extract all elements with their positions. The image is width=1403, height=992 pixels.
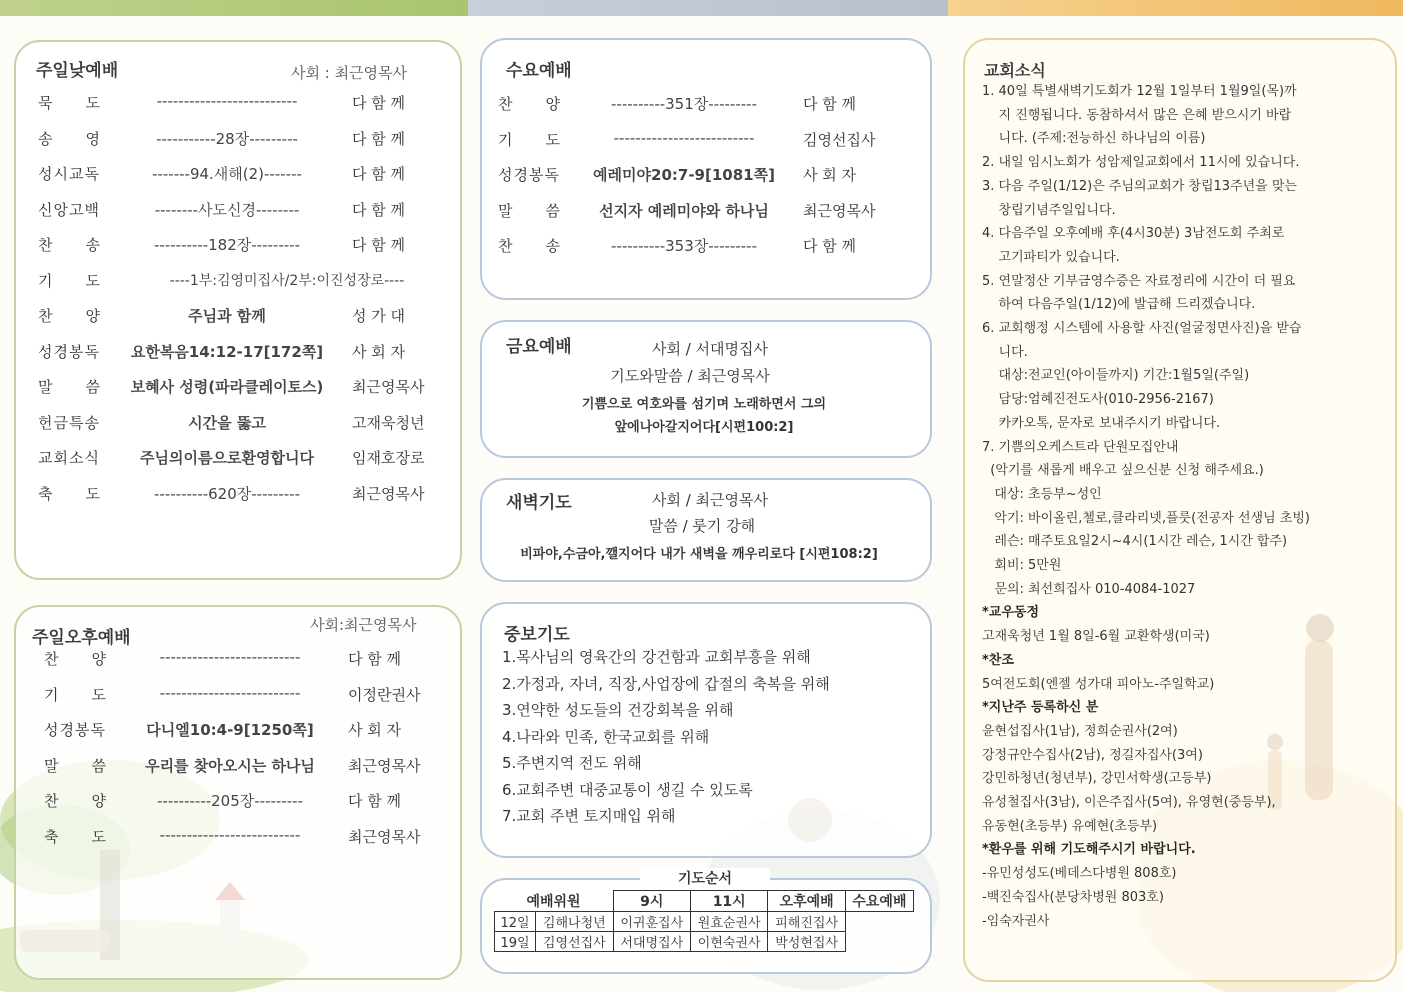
roster-cell: 박성현집사 xyxy=(768,932,845,952)
program-row xyxy=(38,270,452,294)
news-line: 대상: 초등부~성인 xyxy=(982,486,1102,502)
program-row xyxy=(38,92,452,116)
program-person: 임재호장로 xyxy=(352,449,425,467)
program-person: 다 함 께 xyxy=(803,237,857,255)
program-row xyxy=(498,200,903,224)
friday-leader: 사회 / 서대명집사 xyxy=(651,340,769,358)
program-person: 사 회 자 xyxy=(803,166,857,184)
program-row xyxy=(38,412,452,436)
program-row xyxy=(44,719,448,743)
intercession-title: 중보기도 xyxy=(504,625,570,645)
program-label: 교회소식 xyxy=(38,449,100,467)
wednesday-title: 수요예배 xyxy=(506,61,572,81)
top-band-blue xyxy=(468,0,948,16)
program-person: 이정란권사 xyxy=(348,685,421,704)
program-label: 찬 양 xyxy=(44,792,107,810)
roster-header-cell: 오후예배 xyxy=(768,891,845,912)
program-detail: -------------------------- xyxy=(156,92,298,110)
program-person: 사 회 자 xyxy=(348,721,402,739)
sunday-afternoon-title: 주일오후예배 xyxy=(32,628,131,648)
roster-header-cell: 수요예배 xyxy=(845,891,913,912)
news-line: 니다. (주제:전능하신 하나님의 이름) xyxy=(982,131,1206,147)
roster-cell: 피해진집사 xyxy=(768,912,845,932)
program-row xyxy=(38,163,452,187)
program-label: 헌금특송 xyxy=(38,413,100,432)
program-label: 신앙고백 xyxy=(38,200,100,219)
sunday-morning-leader: 사회 : 최근영목사 xyxy=(291,64,408,82)
roster-header-row xyxy=(495,891,914,912)
news-line: 레슨: 매주토요일2시~4시(1시간 레슨, 1시간 합주) xyxy=(982,534,1288,550)
news-line: 7. 기쁨의오케스트라 단원모집안내 xyxy=(982,439,1179,455)
news-line: (악기를 새롭게 배우고 싶으신분 신청 해주세요.) xyxy=(982,463,1264,479)
dawn-verse: 비파야,수금아,깰지어다 내가 새벽을 깨우리로다 [시편108:2] xyxy=(520,547,878,562)
sunday-afternoon-leader: 사회:최근영목사 xyxy=(310,616,417,634)
program-detail: 우리를 찾아오시는 하나님 xyxy=(145,756,315,775)
news-line: 대상:전교인(아이들까지) 기간:1월5일(주일) xyxy=(982,368,1250,384)
program-row xyxy=(498,129,903,153)
news-line: 1. 40일 특별새벽기도회가 12월 1일부터 1월9일(목)까 xyxy=(982,84,1297,99)
news-section-head: *찬조 xyxy=(982,652,1014,668)
program-label: 성경봉독 xyxy=(38,342,100,361)
news-section-head: *교우동정 xyxy=(982,605,1040,621)
news-line: 고기파티가 있습니다. xyxy=(982,249,1120,265)
program-detail: -------94.새해(2)------- xyxy=(152,165,302,183)
program-person: 최근영목사 xyxy=(352,484,425,503)
program-label: 말 씀 xyxy=(498,201,561,220)
program-person: 성 가 대 xyxy=(352,307,406,325)
program-label: 찬 양 xyxy=(38,307,101,325)
roster-cell: 김영선집사 xyxy=(536,932,613,952)
roster-header-cell: 9시 xyxy=(613,891,690,912)
news-line: 니다. xyxy=(982,344,1028,360)
program-detail: ----------205장--------- xyxy=(157,792,303,810)
news-section-head: *환우를 위해 기도해주시기 바랍니다. xyxy=(982,842,1196,858)
program-detail: 시간을 뚫고 xyxy=(188,413,266,432)
news-section-head: *지난주 등록하신 분 xyxy=(982,700,1099,716)
news-line: 지 진행됩니다. 동참하셔서 많은 은혜 받으시기 바랍 xyxy=(982,107,1292,123)
program-person: 김영선집사 xyxy=(803,130,876,149)
program-person: 다 함 께 xyxy=(803,95,857,113)
program-person: 최근영목사 xyxy=(352,378,425,396)
news-line: 2. 내일 임시노회가 성암제일교회에서 11시에 있습니다. xyxy=(982,155,1300,171)
program-detail: 예레미야20:7-9[1081쪽] xyxy=(593,166,775,184)
roster-header-cell: 예배위원 xyxy=(495,891,614,912)
intercession-item: 1.목사님의 영육간의 강건함과 교회부흥을 위해 xyxy=(502,648,811,666)
friday-title: 금요예배 xyxy=(506,337,572,357)
news-section-line: -백진숙집사(분당차병원 803호) xyxy=(982,889,1164,905)
program-detail: -------------------------- xyxy=(159,683,301,702)
program-row xyxy=(38,199,452,223)
program-detail: ----------620장--------- xyxy=(154,484,300,503)
news-section-line: 윤현섭집사(1남), 정희순권사(2여) xyxy=(982,723,1178,739)
program-label: 기 도 xyxy=(44,685,107,704)
roster-cell: 이현숙권사 xyxy=(690,932,767,952)
program-label: 성경봉독 xyxy=(498,166,560,184)
news-line: 담당:엄혜진전도사(010-2956-2167) xyxy=(982,392,1214,408)
program-row xyxy=(498,93,903,117)
dawn-leader: 사회 / 최근영목사 xyxy=(651,491,769,509)
news-section-line: -유민성성도(베데스다병원 808호) xyxy=(982,866,1177,882)
program-detail: -------------------------- xyxy=(159,825,301,844)
program-label: 찬 송 xyxy=(498,237,561,255)
program-person: 다 함 께 xyxy=(348,650,402,668)
news-line: 4. 다음주일 오후예배 후(4시30분) 3남전도회 주최로 xyxy=(982,226,1285,242)
news-line: 6. 교회행정 시스템에 사용할 사진(얼굴정면사진)을 받습 xyxy=(982,321,1302,336)
friday-sermon: 기도와말씀 / 최근영목사 xyxy=(610,367,770,385)
program-label: 말 씀 xyxy=(38,378,101,396)
program-label: 기 도 xyxy=(38,271,101,290)
roster-cell: 이귀훈집사 xyxy=(613,912,690,932)
program-person: 다 함 께 xyxy=(352,129,406,148)
news-line: 회비: 5만원 xyxy=(982,558,1062,573)
program-label: 찬 양 xyxy=(498,95,561,113)
program-person: 다 함 께 xyxy=(352,94,406,112)
program-row xyxy=(38,483,452,507)
dawn-sermon: 말씀 / 룻기 강해 xyxy=(648,517,756,535)
program-label: 성시교독 xyxy=(38,165,100,183)
program-detail: ----------182장--------- xyxy=(154,236,300,254)
roster-date: 12일 xyxy=(495,912,536,932)
program-row xyxy=(38,376,452,400)
program-label: 찬 양 xyxy=(44,650,107,668)
program-person: 사 회 자 xyxy=(352,342,406,361)
program-detail: 주님과 함께 xyxy=(188,307,266,325)
friday-verse-2: 앞에나아갈지어다[시편100:2] xyxy=(614,420,794,435)
news-line: 악기: 바이올린,첼로,클라리넷,플룻(전공자 선생님 초빙) xyxy=(982,510,1310,526)
friday-verse-1: 기쁨으로 여호와를 섬기며 노래하면서 그의 xyxy=(581,397,827,412)
program-label: 축 도 xyxy=(44,827,107,846)
program-detail: 요한복음14:12-17[172쪽] xyxy=(130,342,324,361)
intercession-item: 6.교회주변 대중교통이 생길 수 있도록 xyxy=(502,780,753,799)
roster-row xyxy=(495,912,914,932)
program-person: 다 함 께 xyxy=(352,165,406,183)
intercession-item: 3.연약한 성도들의 건강회복을 위해 xyxy=(502,701,734,719)
intercession-item: 2.가정과, 자녀, 직장,사업장에 갑절의 축복을 위해 xyxy=(502,674,830,693)
news-line: 3. 다음 주일(1/12)은 주님의교회가 창립13주년을 맞는 xyxy=(982,178,1297,194)
sunday-morning-title: 주일낮예배 xyxy=(36,61,119,81)
program-detail: 주님의이름으로환영합니다 xyxy=(140,449,314,467)
intercession-item: 4.나라와 민족, 한국교회를 위해 xyxy=(502,727,710,746)
news-line: 창립기념주일입니다. xyxy=(982,202,1116,218)
program-detail: ----------353장--------- xyxy=(611,237,757,255)
news-section-line: 유동현(초등부) 유예현(초등부) xyxy=(982,818,1158,834)
roster-cell: 서대명집사 xyxy=(613,932,690,952)
program-row xyxy=(38,305,452,329)
roster-table xyxy=(494,890,914,952)
program-label: 말 씀 xyxy=(44,756,107,775)
news-section-line: 5여전도회(엔젤 성가대 피아노-주일학교) xyxy=(982,676,1215,692)
program-row xyxy=(38,341,452,365)
program-detail: 선지자 예레미야와 하나님 xyxy=(599,201,769,220)
program-person: 고재욱청년 xyxy=(352,413,425,432)
program-row xyxy=(44,648,448,672)
news-line: 카카오톡, 문자로 보내주시기 바랍니다. xyxy=(982,415,1221,431)
news-line: 문의: 최선희집사 010-4084-1027 xyxy=(982,581,1196,597)
program-row xyxy=(44,684,448,708)
top-band-gold xyxy=(948,0,1403,16)
program-person: 최근영목사 xyxy=(803,201,876,220)
program-label: 축 도 xyxy=(38,484,101,503)
roster-row xyxy=(495,932,914,952)
news-section-line: 유성철집사(3남), 이은주집사(5여), 유영현(중등부), xyxy=(982,795,1276,810)
program-detail: ----------351장--------- xyxy=(611,95,757,113)
program-detail: 보혜사 성령(파라클레이토스) xyxy=(130,378,324,396)
dawn-title: 새벽기도 xyxy=(506,493,572,513)
program-person: 다 함 께 xyxy=(348,792,402,810)
program-row xyxy=(38,447,452,471)
news-section-line: 강정규안수집사(2남), 정길자집사(3여) xyxy=(982,747,1203,763)
program-person: 최근영목사 xyxy=(348,827,421,846)
program-detail: ----1부:김영미집사/2부:이진성장로---- xyxy=(169,272,405,289)
program-person: 다 함 께 xyxy=(352,236,406,254)
program-row xyxy=(44,826,448,850)
program-label: 송 영 xyxy=(38,129,101,148)
roster-cell: 원효순권사 xyxy=(690,912,767,932)
program-row xyxy=(498,164,903,188)
news-section-line: -임숙자권사 xyxy=(982,913,1050,929)
program-person: 다 함 께 xyxy=(352,200,406,219)
top-band-green xyxy=(0,0,468,16)
news-line: 하여 다음주일(1/12)에 발급해 드리겠습니다. xyxy=(982,297,1256,313)
roster-title: 기도순서 xyxy=(640,868,770,888)
program-label: 기 도 xyxy=(498,130,561,149)
program-row xyxy=(38,234,452,258)
program-detail: -------------------------- xyxy=(613,128,755,147)
news-title: 교회소식 xyxy=(984,61,1046,80)
program-person: 최근영목사 xyxy=(348,756,421,775)
program-row xyxy=(498,235,903,259)
program-label: 찬 송 xyxy=(38,236,101,254)
program-detail: -------------------------- xyxy=(159,648,301,666)
program-detail: --------사도신경-------- xyxy=(154,200,300,219)
news-section-line: 강민하청년(청년부), 강민서학생(고등부) xyxy=(982,771,1212,787)
news-line: 5. 연말정산 기부금영수증은 자료정리에 시간이 더 필요 xyxy=(982,273,1296,289)
program-detail: 다니엘10:4-9[1250쪽] xyxy=(146,721,314,739)
roster-header-cell: 11시 xyxy=(690,891,767,912)
program-label: 성경봉독 xyxy=(44,721,106,739)
news-section-line: 고재욱청년 1월 8일-6월 교환학생(미국) xyxy=(982,629,1210,645)
intercession-item: 5.주변지역 전도 위해 xyxy=(502,754,642,772)
program-row xyxy=(44,790,448,814)
program-detail: -----------28장--------- xyxy=(156,129,298,148)
program-label: 묵 도 xyxy=(38,94,101,112)
intercession-item: 7.교회 주변 토지매입 위해 xyxy=(502,807,676,825)
roster-date: 19일 xyxy=(495,932,536,952)
roster-cell: 김해나청년 xyxy=(536,912,613,932)
program-row xyxy=(38,128,452,152)
program-row xyxy=(44,755,448,779)
